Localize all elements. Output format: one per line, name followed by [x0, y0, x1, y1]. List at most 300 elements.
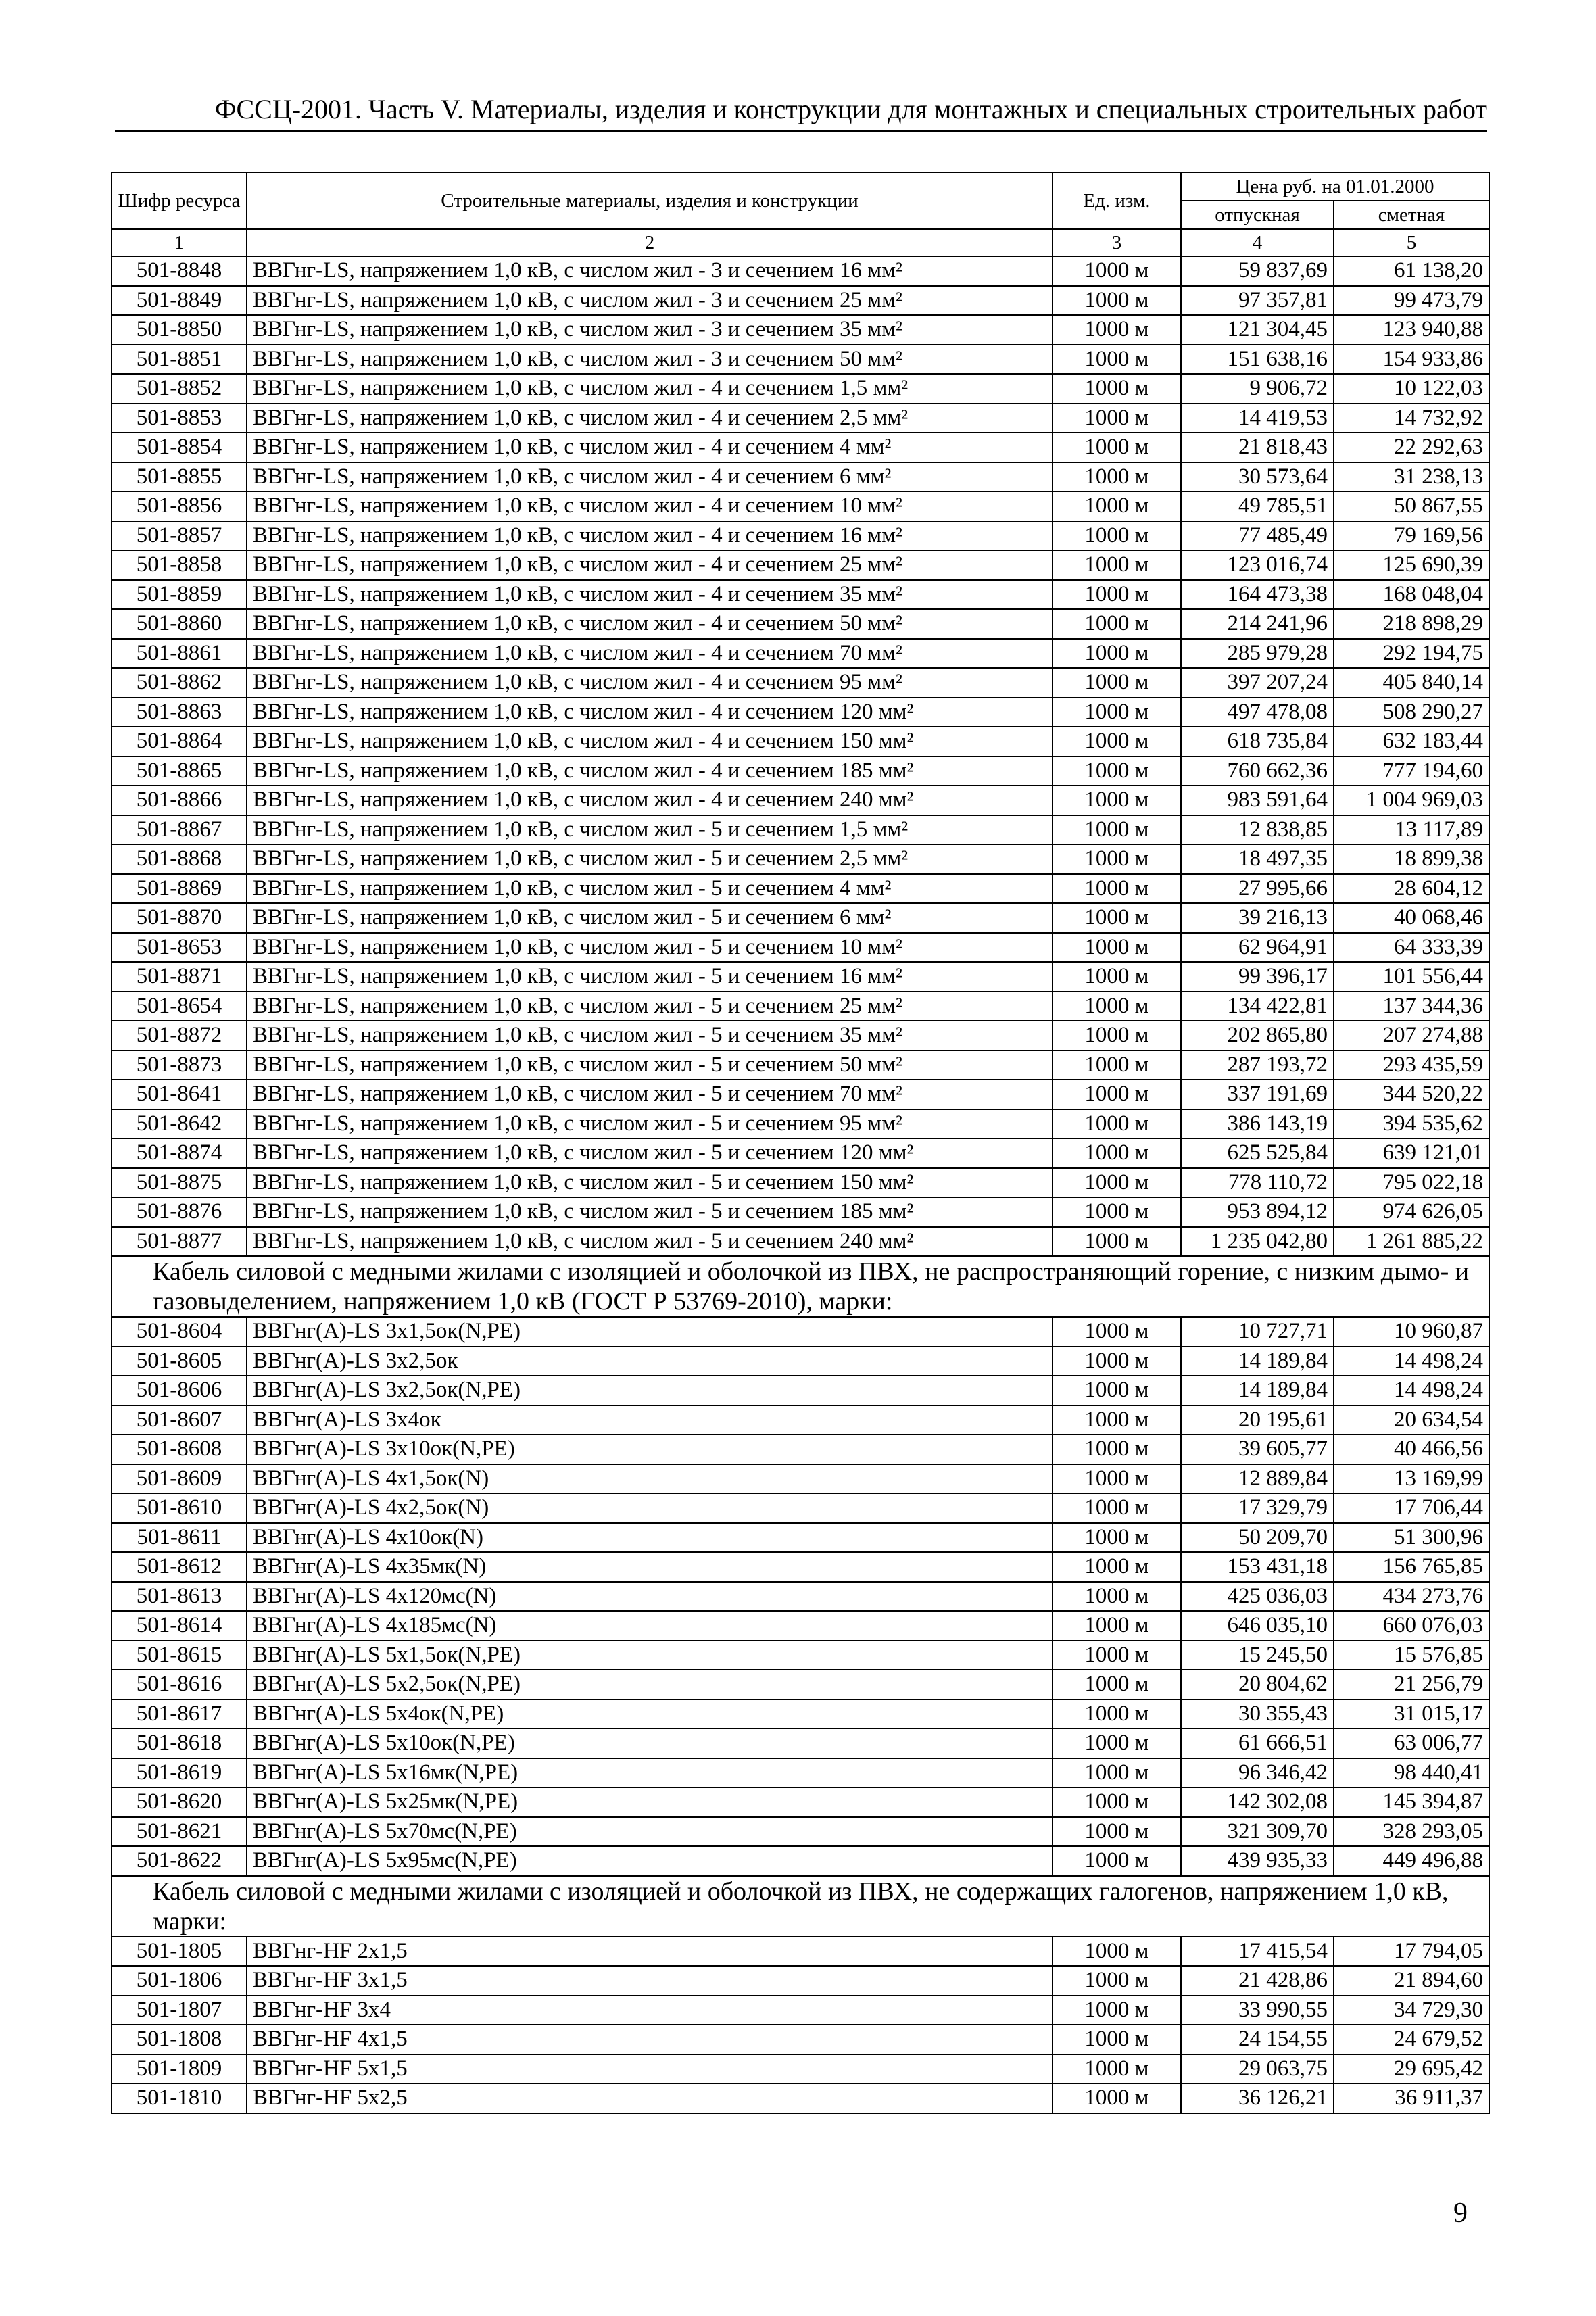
- release-price-cell: 59 837,69: [1181, 256, 1334, 286]
- table-row: [112, 668, 1489, 698]
- table-row: [112, 815, 1489, 845]
- resource-code-cell: 501-8620: [112, 1787, 247, 1817]
- release-price-cell: 99 396,17: [1181, 962, 1334, 992]
- material-name-cell: ВВГнг-LS, напряжением 1,0 кВ, с числом жил - 5 и сечением 120 мм²: [247, 1138, 1053, 1168]
- material-name-cell: ВВГнг-LS, напряжением 1,0 кВ, с числом жил - 3 и сечением 25 мм²: [247, 286, 1053, 316]
- estimate-price-cell: 449 496,88: [1334, 1846, 1489, 1876]
- table-row: [112, 639, 1489, 669]
- resource-code-cell: 501-8850: [112, 315, 247, 345]
- material-name-cell: ВВГнг(А)-LS 5х10ок(N,PE): [247, 1729, 1053, 1758]
- col-header-name: Строительные материалы, изделия и конструкции: [247, 172, 1053, 229]
- release-price-cell: 646 035,10: [1181, 1611, 1334, 1641]
- col-number: 5: [1334, 229, 1489, 256]
- material-name-cell: ВВГнг-LS, напряжением 1,0 кВ, с числом жил - 3 и сечением 16 мм²: [247, 256, 1053, 286]
- estimate-price-cell: 28 604,12: [1334, 874, 1489, 904]
- col-number: 4: [1181, 229, 1334, 256]
- release-price-cell: 97 357,81: [1181, 286, 1334, 316]
- estimate-price-cell: 154 933,86: [1334, 345, 1489, 375]
- table-row: [112, 404, 1489, 433]
- unit-cell: 1000 м: [1053, 1493, 1181, 1523]
- unit-cell: 1000 м: [1053, 462, 1181, 492]
- material-name-cell: ВВГнг(А)-LS 4х185мс(N): [247, 1611, 1053, 1641]
- resource-code-cell: 501-8851: [112, 345, 247, 375]
- estimate-price-cell: 218 898,29: [1334, 609, 1489, 639]
- table-row: [112, 1699, 1489, 1729]
- material-name-cell: ВВГнг-LS, напряжением 1,0 кВ, с числом жил - 4 и сечением 35 мм²: [247, 580, 1053, 610]
- section-heading: Кабель силовой с медными жилами с изоляцией и оболочкой из ПВХ, не распространяющий горение, с низким дымо- и газовыделением, напряжением 1,0 кВ (ГОСТ Р 53769-2010), марки:: [112, 1256, 1489, 1317]
- estimate-price-cell: 795 022,18: [1334, 1168, 1489, 1198]
- unit-cell: 1000 м: [1053, 1787, 1181, 1817]
- table-row: [112, 433, 1489, 462]
- estimate-price-cell: 14 498,24: [1334, 1347, 1489, 1376]
- table-row: [112, 1582, 1489, 1612]
- release-price-cell: 12 889,84: [1181, 1464, 1334, 1494]
- estimate-price-cell: 125 690,39: [1334, 550, 1489, 580]
- table-row: [112, 786, 1489, 815]
- resource-code-cell: 501-1808: [112, 2025, 247, 2054]
- release-price-cell: 778 110,72: [1181, 1168, 1334, 1198]
- table-row: [112, 1376, 1489, 1405]
- resource-code-cell: 501-8617: [112, 1699, 247, 1729]
- estimate-price-cell: 13 117,89: [1334, 815, 1489, 845]
- unit-cell: 1000 м: [1053, 2025, 1181, 2054]
- estimate-price-cell: 98 440,41: [1334, 1758, 1489, 1788]
- material-name-cell: ВВГнг-LS, напряжением 1,0 кВ, с числом жил - 5 и сечением 35 мм²: [247, 1021, 1053, 1051]
- resource-code-cell: 501-8613: [112, 1582, 247, 1612]
- table-row: [112, 1996, 1489, 2025]
- material-name-cell: ВВГнг-LS, напряжением 1,0 кВ, с числом жил - 5 и сечением 150 мм²: [247, 1168, 1053, 1198]
- unit-cell: 1000 м: [1053, 315, 1181, 345]
- estimate-price-cell: 22 292,63: [1334, 433, 1489, 462]
- table-row: [112, 1464, 1489, 1494]
- resource-code-cell: 501-8848: [112, 256, 247, 286]
- col-header-code: Шифр ресурса: [112, 172, 247, 229]
- resource-code-cell: 501-8621: [112, 1817, 247, 1847]
- estimate-price-cell: 1 261 885,22: [1334, 1227, 1489, 1257]
- unit-cell: 1000 м: [1053, 1641, 1181, 1670]
- col-number: 3: [1053, 229, 1181, 256]
- resource-code-cell: 501-8859: [112, 580, 247, 610]
- release-price-cell: 287 193,72: [1181, 1051, 1334, 1080]
- material-name-cell: ВВГнг(А)-LS 4х10ок(N): [247, 1523, 1053, 1553]
- material-name-cell: ВВГнг-LS, напряжением 1,0 кВ, с числом жил - 4 и сечением 95 мм²: [247, 668, 1053, 698]
- release-price-cell: 10 727,71: [1181, 1317, 1334, 1347]
- release-price-cell: 321 309,70: [1181, 1817, 1334, 1847]
- material-name-cell: ВВГнг(А)-LS 3х1,5ок(N,PE): [247, 1317, 1053, 1347]
- release-price-cell: 134 422,81: [1181, 992, 1334, 1021]
- table-row: [112, 2025, 1489, 2054]
- estimate-price-cell: 61 138,20: [1334, 256, 1489, 286]
- col-header-release: отпускная: [1181, 201, 1334, 229]
- release-price-cell: 15 245,50: [1181, 1641, 1334, 1670]
- release-price-cell: 20 804,62: [1181, 1670, 1334, 1699]
- material-name-cell: ВВГнг-LS, напряжением 1,0 кВ, с числом жил - 4 и сечением 16 мм²: [247, 521, 1053, 551]
- col-number: 1: [112, 229, 247, 256]
- resource-code-cell: 501-8654: [112, 992, 247, 1021]
- unit-cell: 1000 м: [1053, 1552, 1181, 1582]
- table-row: [112, 1966, 1489, 1996]
- release-price-cell: 497 478,08: [1181, 698, 1334, 727]
- unit-cell: 1000 м: [1053, 1080, 1181, 1109]
- estimate-price-cell: 40 068,46: [1334, 903, 1489, 933]
- col-number: 2: [247, 229, 1053, 256]
- table-row: [112, 580, 1489, 610]
- resource-code-cell: 501-1807: [112, 1996, 247, 2025]
- table-row: [112, 962, 1489, 992]
- estimate-price-cell: 63 006,77: [1334, 1729, 1489, 1758]
- unit-cell: 1000 м: [1053, 1434, 1181, 1464]
- unit-cell: 1000 м: [1053, 992, 1181, 1021]
- table-row: [112, 2054, 1489, 2084]
- material-name-cell: ВВГнг-LS, напряжением 1,0 кВ, с числом жил - 5 и сечением 6 мм²: [247, 903, 1053, 933]
- resource-code-cell: 501-8867: [112, 815, 247, 845]
- resource-code-cell: 501-8874: [112, 1138, 247, 1168]
- table-row: [112, 1405, 1489, 1435]
- release-price-cell: 123 016,74: [1181, 550, 1334, 580]
- material-name-cell: ВВГнг-LS, напряжением 1,0 кВ, с числом жил - 5 и сечением 95 мм²: [247, 1109, 1053, 1139]
- table-row: [112, 286, 1489, 316]
- resource-code-cell: 501-8875: [112, 1168, 247, 1198]
- table-row: [112, 1109, 1489, 1139]
- unit-cell: 1000 м: [1053, 1317, 1181, 1347]
- release-price-cell: 20 195,61: [1181, 1405, 1334, 1435]
- unit-cell: 1000 м: [1053, 1817, 1181, 1847]
- estimate-price-cell: 101 556,44: [1334, 962, 1489, 992]
- table-body-hf: [112, 1937, 1489, 2113]
- release-price-cell: 202 865,80: [1181, 1021, 1334, 1051]
- release-price-cell: 625 525,84: [1181, 1138, 1334, 1168]
- resource-code-cell: 501-8615: [112, 1641, 247, 1670]
- material-name-cell: ВВГнг-LS, напряжением 1,0 кВ, с числом жил - 4 и сечением 50 мм²: [247, 609, 1053, 639]
- resource-code-cell: 501-8858: [112, 550, 247, 580]
- estimate-price-cell: 434 273,76: [1334, 1582, 1489, 1612]
- table-row: [112, 1493, 1489, 1523]
- unit-cell: 1000 м: [1053, 1138, 1181, 1168]
- unit-cell: 1000 м: [1053, 374, 1181, 404]
- resource-code-cell: 501-8619: [112, 1758, 247, 1788]
- material-name-cell: ВВГнг(А)-LS 5х2,5ок(N,PE): [247, 1670, 1053, 1699]
- release-price-cell: 12 838,85: [1181, 815, 1334, 845]
- estimate-price-cell: 21 256,79: [1334, 1670, 1489, 1699]
- table-row: [112, 1552, 1489, 1582]
- estimate-price-cell: 31 015,17: [1334, 1699, 1489, 1729]
- release-price-cell: 62 964,91: [1181, 933, 1334, 963]
- table-row: [112, 1347, 1489, 1376]
- table-body-a-ls: [112, 1317, 1489, 1876]
- unit-cell: 1000 м: [1053, 1227, 1181, 1257]
- resource-code-cell: 501-8849: [112, 286, 247, 316]
- unit-cell: 1000 м: [1053, 1405, 1181, 1435]
- estimate-price-cell: 1 004 969,03: [1334, 786, 1489, 815]
- material-name-cell: ВВГнг(А)-LS 5х25мк(N,PE): [247, 1787, 1053, 1817]
- resource-code-cell: 501-8861: [112, 639, 247, 669]
- resource-code-cell: 501-8852: [112, 374, 247, 404]
- estimate-price-cell: 20 634,54: [1334, 1405, 1489, 1435]
- table-row: [112, 1227, 1489, 1257]
- unit-cell: 1000 м: [1053, 1197, 1181, 1227]
- unit-cell: 1000 м: [1053, 1937, 1181, 1967]
- table-row: [112, 1021, 1489, 1051]
- release-price-cell: 30 573,64: [1181, 462, 1334, 492]
- table-row: [112, 609, 1489, 639]
- table-row: [112, 1051, 1489, 1080]
- estimate-price-cell: 137 344,36: [1334, 992, 1489, 1021]
- estimate-price-cell: 10 122,03: [1334, 374, 1489, 404]
- resource-code-cell: 501-1806: [112, 1966, 247, 1996]
- material-name-cell: ВВГнг-LS, напряжением 1,0 кВ, с числом жил - 5 и сечением 185 мм²: [247, 1197, 1053, 1227]
- unit-cell: 1000 м: [1053, 668, 1181, 698]
- estimate-price-cell: 207 274,88: [1334, 1021, 1489, 1051]
- release-price-cell: 337 191,69: [1181, 1080, 1334, 1109]
- material-name-cell: ВВГнг-LS, напряжением 1,0 кВ, с числом жил - 3 и сечением 35 мм²: [247, 315, 1053, 345]
- table-row: [112, 1611, 1489, 1641]
- section-heading-2-group: [112, 1256, 1489, 1317]
- estimate-price-cell: 156 765,85: [1334, 1552, 1489, 1582]
- resource-code-cell: 501-8855: [112, 462, 247, 492]
- estimate-price-cell: 15 576,85: [1334, 1641, 1489, 1670]
- estimate-price-cell: 36 911,37: [1334, 2083, 1489, 2113]
- resource-code-cell: 501-8607: [112, 1405, 247, 1435]
- unit-cell: 1000 м: [1053, 2054, 1181, 2084]
- release-price-cell: 18 497,35: [1181, 844, 1334, 874]
- table-row: [112, 1168, 1489, 1198]
- material-name-cell: ВВГнг(А)-LS 5х70мс(N,PE): [247, 1817, 1053, 1847]
- estimate-price-cell: 974 626,05: [1334, 1197, 1489, 1227]
- release-price-cell: 9 906,72: [1181, 374, 1334, 404]
- estimate-price-cell: 328 293,05: [1334, 1817, 1489, 1847]
- release-price-cell: 39 605,77: [1181, 1434, 1334, 1464]
- release-price-cell: 397 207,24: [1181, 668, 1334, 698]
- unit-cell: 1000 м: [1053, 698, 1181, 727]
- material-name-cell: ВВГнг-HF 3х1,5: [247, 1966, 1053, 1996]
- resource-code-cell: 501-8612: [112, 1552, 247, 1582]
- estimate-price-cell: 17 794,05: [1334, 1937, 1489, 1967]
- estimate-price-cell: 14 498,24: [1334, 1376, 1489, 1405]
- material-name-cell: ВВГнг-HF 5х2,5: [247, 2083, 1053, 2113]
- unit-cell: 1000 м: [1053, 345, 1181, 375]
- resource-code-cell: 501-8877: [112, 1227, 247, 1257]
- resource-code-cell: 501-8860: [112, 609, 247, 639]
- release-price-cell: 96 346,42: [1181, 1758, 1334, 1788]
- material-name-cell: ВВГнг-LS, напряжением 1,0 кВ, с числом жил - 5 и сечением 240 мм²: [247, 1227, 1053, 1257]
- estimate-price-cell: 123 940,88: [1334, 315, 1489, 345]
- estimate-price-cell: 168 048,04: [1334, 580, 1489, 610]
- material-name-cell: ВВГнг(А)-LS 3х2,5ок: [247, 1347, 1053, 1376]
- release-price-cell: 14 189,84: [1181, 1347, 1334, 1376]
- table-row: [112, 1080, 1489, 1109]
- unit-cell: 1000 м: [1053, 491, 1181, 521]
- unit-cell: 1000 м: [1053, 521, 1181, 551]
- material-name-cell: ВВГнг-HF 5х1,5: [247, 2054, 1053, 2084]
- table-row: [112, 1197, 1489, 1227]
- material-name-cell: ВВГнг-LS, напряжением 1,0 кВ, с числом жил - 4 и сечением 120 мм²: [247, 698, 1053, 727]
- release-price-cell: 214 241,96: [1181, 609, 1334, 639]
- material-name-cell: ВВГнг-LS, напряжением 1,0 кВ, с числом жил - 5 и сечением 4 мм²: [247, 874, 1053, 904]
- release-price-cell: 618 735,84: [1181, 727, 1334, 756]
- release-price-cell: 77 485,49: [1181, 521, 1334, 551]
- release-price-cell: 49 785,51: [1181, 491, 1334, 521]
- release-price-cell: 17 415,54: [1181, 1937, 1334, 1967]
- material-name-cell: ВВГнг(А)-LS 5х16мк(N,PE): [247, 1758, 1053, 1788]
- release-price-cell: 39 216,13: [1181, 903, 1334, 933]
- col-header-unit: Ед. изм.: [1053, 172, 1181, 229]
- unit-cell: 1000 м: [1053, 404, 1181, 433]
- estimate-price-cell: 40 466,56: [1334, 1434, 1489, 1464]
- header-rule: [115, 130, 1487, 132]
- table-row: [112, 1846, 1489, 1876]
- table-row: [112, 491, 1489, 521]
- release-price-cell: 21 428,86: [1181, 1966, 1334, 1996]
- resource-code-cell: 501-8605: [112, 1347, 247, 1376]
- material-name-cell: ВВГнг-LS, напряжением 1,0 кВ, с числом жил - 5 и сечением 16 мм²: [247, 962, 1053, 992]
- release-price-cell: 439 935,33: [1181, 1846, 1334, 1876]
- unit-cell: 1000 м: [1053, 580, 1181, 610]
- resource-code-cell: 501-8872: [112, 1021, 247, 1051]
- page-header: ФССЦ-2001. Часть V. Материалы, изделия и конструкции для монтажных и специальных строительных работ: [214, 94, 1487, 124]
- material-name-cell: ВВГнг-HF 4х1,5: [247, 2025, 1053, 2054]
- estimate-price-cell: 145 394,87: [1334, 1787, 1489, 1817]
- unit-cell: 1000 м: [1053, 844, 1181, 874]
- table-row: [112, 1670, 1489, 1699]
- table-row: [112, 1434, 1489, 1464]
- estimate-price-cell: 29 695,42: [1334, 2054, 1489, 2084]
- unit-cell: 1000 м: [1053, 639, 1181, 669]
- material-name-cell: ВВГнг(А)-LS 3х2,5ок(N,PE): [247, 1376, 1053, 1405]
- estimate-price-cell: 777 194,60: [1334, 756, 1489, 786]
- table-row: [112, 1817, 1489, 1847]
- unit-cell: 1000 м: [1053, 727, 1181, 756]
- estimate-price-cell: 79 169,56: [1334, 521, 1489, 551]
- estimate-price-cell: 64 333,39: [1334, 933, 1489, 963]
- estimate-price-cell: 13 169,99: [1334, 1464, 1489, 1494]
- table-row: [112, 1523, 1489, 1553]
- resource-code-cell: 501-8853: [112, 404, 247, 433]
- unit-cell: 1000 м: [1053, 1523, 1181, 1553]
- unit-cell: 1000 м: [1053, 1729, 1181, 1758]
- estimate-price-cell: 344 520,22: [1334, 1080, 1489, 1109]
- release-price-cell: 953 894,12: [1181, 1197, 1334, 1227]
- material-name-cell: ВВГнг(А)-LS 5х95мс(N,PE): [247, 1846, 1053, 1876]
- table-row: [112, 2083, 1489, 2113]
- estimate-price-cell: 24 679,52: [1334, 2025, 1489, 2054]
- estimate-price-cell: 293 435,59: [1334, 1051, 1489, 1080]
- unit-cell: 1000 м: [1053, 286, 1181, 316]
- resource-code-cell: 501-8856: [112, 491, 247, 521]
- estimate-price-cell: 17 706,44: [1334, 1493, 1489, 1523]
- material-name-cell: ВВГнг-LS, напряжением 1,0 кВ, с числом жил - 4 и сечением 1,5 мм²: [247, 374, 1053, 404]
- material-name-cell: ВВГнг-LS, напряжением 1,0 кВ, с числом жил - 4 и сечением 150 мм²: [247, 727, 1053, 756]
- release-price-cell: 30 355,43: [1181, 1699, 1334, 1729]
- unit-cell: 1000 м: [1053, 433, 1181, 462]
- release-price-cell: 285 979,28: [1181, 639, 1334, 669]
- unit-cell: 1000 м: [1053, 1966, 1181, 1996]
- release-price-cell: 153 431,18: [1181, 1552, 1334, 1582]
- table-row: [112, 374, 1489, 404]
- unit-cell: 1000 м: [1053, 933, 1181, 963]
- estimate-price-cell: 405 840,14: [1334, 668, 1489, 698]
- release-price-cell: 425 036,03: [1181, 1582, 1334, 1612]
- estimate-price-cell: 31 238,13: [1334, 462, 1489, 492]
- table-row: [112, 698, 1489, 727]
- resource-code-cell: 501-1810: [112, 2083, 247, 2113]
- table-row: [112, 933, 1489, 963]
- unit-cell: 1000 м: [1053, 874, 1181, 904]
- table-row: [112, 1641, 1489, 1670]
- table-row: [112, 727, 1489, 756]
- resource-code-cell: 501-8609: [112, 1464, 247, 1494]
- material-name-cell: ВВГнг-LS, напряжением 1,0 кВ, с числом жил - 3 и сечением 50 мм²: [247, 345, 1053, 375]
- release-price-cell: 164 473,38: [1181, 580, 1334, 610]
- estimate-price-cell: 292 194,75: [1334, 639, 1489, 669]
- release-price-cell: 151 638,16: [1181, 345, 1334, 375]
- material-name-cell: ВВГнг-LS, напряжением 1,0 кВ, с числом жил - 5 и сечением 70 мм²: [247, 1080, 1053, 1109]
- estimate-price-cell: 34 729,30: [1334, 1996, 1489, 2025]
- section-heading-3-group: [112, 1876, 1489, 1937]
- estimate-price-cell: 99 473,79: [1334, 286, 1489, 316]
- estimate-price-cell: 508 290,27: [1334, 698, 1489, 727]
- estimate-price-cell: 639 121,01: [1334, 1138, 1489, 1168]
- resource-code-cell: 501-8862: [112, 668, 247, 698]
- material-name-cell: ВВГнг(А)-LS 3х4ок: [247, 1405, 1053, 1435]
- table-row: [112, 462, 1489, 492]
- resource-code-cell: 501-8864: [112, 727, 247, 756]
- unit-cell: 1000 м: [1053, 256, 1181, 286]
- unit-cell: 1000 м: [1053, 1758, 1181, 1788]
- release-price-cell: 61 666,51: [1181, 1729, 1334, 1758]
- table-row: [112, 1787, 1489, 1817]
- release-price-cell: 14 189,84: [1181, 1376, 1334, 1405]
- unit-cell: 1000 м: [1053, 815, 1181, 845]
- material-name-cell: ВВГнг-LS, напряжением 1,0 кВ, с числом жил - 4 и сечением 25 мм²: [247, 550, 1053, 580]
- table-row: [112, 315, 1489, 345]
- unit-cell: 1000 м: [1053, 786, 1181, 815]
- resource-code-cell: 501-8871: [112, 962, 247, 992]
- material-name-cell: ВВГнг-LS, напряжением 1,0 кВ, с числом жил - 5 и сечением 25 мм²: [247, 992, 1053, 1021]
- material-name-cell: ВВГнг-LS, напряжением 1,0 кВ, с числом жил - 4 и сечением 4 мм²: [247, 433, 1053, 462]
- release-price-cell: 142 302,08: [1181, 1787, 1334, 1817]
- resource-code-cell: 501-8611: [112, 1523, 247, 1553]
- release-price-cell: 21 818,43: [1181, 433, 1334, 462]
- resource-code-cell: 501-8604: [112, 1317, 247, 1347]
- material-name-cell: ВВГнг-LS, напряжением 1,0 кВ, с числом жил - 4 и сечением 2,5 мм²: [247, 404, 1053, 433]
- estimate-price-cell: 21 894,60: [1334, 1966, 1489, 1996]
- material-name-cell: ВВГнг(А)-LS 4х2,5ок(N): [247, 1493, 1053, 1523]
- table-row: [112, 1138, 1489, 1168]
- col-header-estimate: сметная: [1334, 201, 1489, 229]
- table-row: [112, 1317, 1489, 1347]
- table-row: [112, 1729, 1489, 1758]
- unit-cell: 1000 м: [1053, 550, 1181, 580]
- release-price-cell: 29 063,75: [1181, 2054, 1334, 2084]
- page-number: 9: [1453, 2198, 1468, 2229]
- material-name-cell: ВВГнг-LS, напряжением 1,0 кВ, с числом жил - 5 и сечением 10 мм²: [247, 933, 1053, 963]
- unit-cell: 1000 м: [1053, 1347, 1181, 1376]
- resource-code-cell: 501-8869: [112, 874, 247, 904]
- resource-code-cell: 501-8863: [112, 698, 247, 727]
- release-price-cell: 33 990,55: [1181, 1996, 1334, 2025]
- unit-cell: 1000 м: [1053, 1582, 1181, 1612]
- estimate-price-cell: 18 899,38: [1334, 844, 1489, 874]
- material-name-cell: ВВГнг-LS, напряжением 1,0 кВ, с числом жил - 4 и сечением 240 мм²: [247, 786, 1053, 815]
- resource-code-cell: 501-8614: [112, 1611, 247, 1641]
- unit-cell: 1000 м: [1053, 1699, 1181, 1729]
- resource-code-cell: 501-8616: [112, 1670, 247, 1699]
- table-row: [112, 903, 1489, 933]
- resource-code-cell: 501-8622: [112, 1846, 247, 1876]
- table-body-ls: [112, 256, 1489, 1256]
- material-name-cell: ВВГнг(А)-LS 4х120мс(N): [247, 1582, 1053, 1612]
- resource-code-cell: 501-8868: [112, 844, 247, 874]
